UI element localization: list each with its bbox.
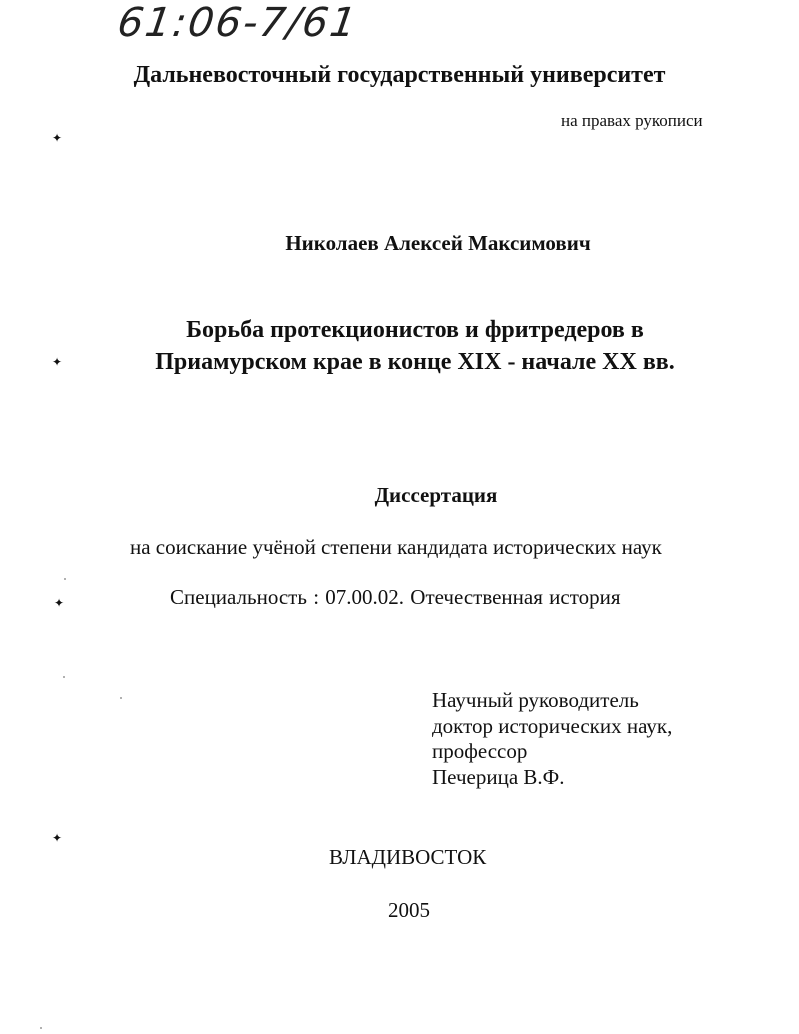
manuscript-note: на правах рукописи — [561, 111, 703, 130]
year: 2005 — [388, 898, 430, 922]
author-name: Николаев Алексей Максимович — [285, 231, 591, 255]
scan-speck — [120, 697, 122, 699]
scan-speck — [64, 578, 66, 580]
title-line-1: Борьба протекционистов и фритредеров в — [186, 317, 644, 343]
punch-hole-mark-icon: ✦ — [54, 596, 65, 610]
degree-description: на соискание учёной степени кандидата исторических наук — [130, 535, 662, 559]
punch-hole-mark-icon: ✦ — [52, 355, 63, 369]
supervisor-block — [432, 688, 672, 790]
punch-hole-mark-icon: ✦ — [52, 131, 63, 145]
handwritten-archive-code: 61:06-7/61 — [114, 0, 361, 46]
city: ВЛАДИВОСТОК — [329, 845, 487, 869]
title-line-2: Приамурском крае в конце XIX - начале XX вв. — [155, 349, 675, 375]
document-type: Диссертация — [374, 483, 498, 507]
dissertation-title — [0, 314, 799, 378]
supervisor-degree: доктор исторических наук, — [432, 713, 673, 738]
supervisor-name: Печерица В.Ф. — [432, 764, 565, 789]
specialty-line: Специальность : 07.00.02. Отечественная история — [170, 585, 621, 609]
scan-speck — [40, 1027, 42, 1029]
supervisor-rank: профессор — [432, 739, 528, 763]
supervisor-role: Научный руководитель — [432, 688, 639, 712]
university-name: Дальневосточный государственный университет — [133, 62, 666, 88]
punch-hole-mark-icon: ✦ — [52, 831, 63, 845]
scan-speck — [63, 676, 65, 678]
